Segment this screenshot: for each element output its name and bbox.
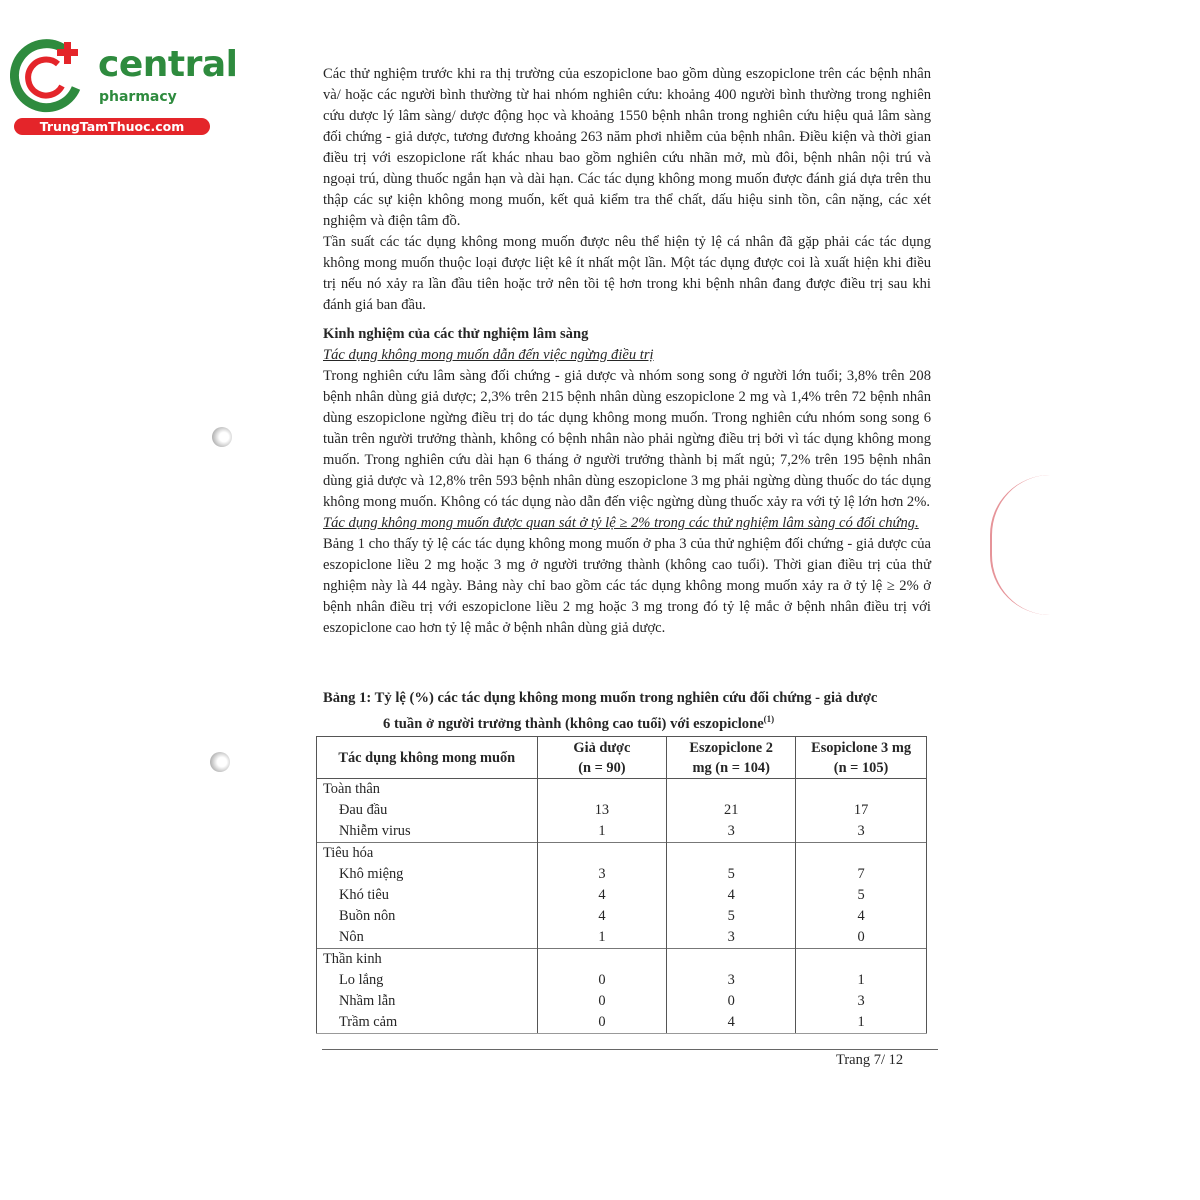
value-cell: 1 [537,927,667,949]
value-cell: 5 [667,906,796,927]
paragraph-2: Tần suất các tác dụng không mong muốn được nêu thể hiện tỷ lệ cá nhân đã gặp phải các tác dụng không mong muốn thuộc loại được liệt kê ít nhất một lần. Một tác dụng được coi là xuất hiện khi điều trị nếu nó xảy ra lần đầu tiên hoặc trở nên tồi tệ hơn trong khi bệnh nhân đang được điều trị sau khi đánh giá ban đầu. [323,234,931,313]
table-header-cell [796,737,927,779]
value-cell: 17 [796,800,927,821]
logo-brand: central [98,44,238,85]
value-cell: 1 [537,821,667,843]
effect-name: Khó tiêu [317,885,538,906]
header-text: (n = 90) [578,759,626,776]
table-caption [323,688,933,735]
table-row [317,906,927,927]
empty-cell [667,843,796,865]
value-cell: 4 [537,885,667,906]
adverse-effects-table [316,736,927,1034]
header-text: mg (n = 104) [692,759,770,776]
logo-sub: pharmacy [99,89,177,105]
table-group-row [317,843,927,865]
empty-cell [796,843,927,865]
empty-cell [537,843,667,865]
value-cell: 0 [796,927,927,949]
paragraph-3: Trong nghiên cứu lâm sàng đối chứng - giả dược và nhóm song song ở người lớn tuổi; 3,8% trên 208 bệnh nhân dùng giả dược; 2,3% trên 215 bệnh nhân dùng eszopiclone 2 mg và 1,4% trên 72 bệnh nhân dùng eszopiclone ngừng điều trị do tác dụng không mong muốn. Trong nghiên cứu nhóm song song 6 tuần trên người trưởng thành, không có bệnh nhân nào phải ngừng điều trị bởi vì tác dụng không mong muốn. Trong nghiên cứu dài hạn 6 tháng ở người trưởng thành bị mất ngủ; 7,2% trên 195 bệnh nhân dùng giả dược và 12,8% trên 593 bệnh nhân dùng eszopiclone 3 mg phải ngừng dùng thuốc do tác dụng không mong muốn. Không có tác dụng nào dẫn đến việc ngừng dùng thuốc xảy ra với tỷ lệ lớn hơn 2%. [323,368,931,510]
table-row [317,821,927,843]
value-cell: 7 [796,864,927,885]
group-name: Toàn thân [317,779,538,801]
effect-name: Nhiễm virus [317,821,538,843]
table-row [317,800,927,821]
value-cell: 13 [537,800,667,821]
value-cell: 3 [537,864,667,885]
caption-line-2-text: 6 tuần ở người trưởng thành (không cao tuổi) với eszopiclone [383,715,764,732]
group-name: Tiêu hóa [317,843,538,865]
effect-name: Nhầm lẫn [317,991,538,1012]
logo-site: TrungTamThuoc.com [14,118,210,135]
value-cell: 3 [796,821,927,843]
subheading-discontinuation: Tác dụng không mong muốn dẫn đến việc ngừng điều trị [323,347,654,363]
empty-cell [667,779,796,801]
subheading-observed: Tác dụng không mong muốn được quan sát ở tỷ lệ ≥ 2% trong các thử nghiệm lâm sàng có đối chứng. [323,515,919,531]
paragraph-4: Bảng 1 cho thấy tỷ lệ các tác dụng không mong muốn ở pha 3 của thử nghiệm đối chứng - giả dược của eszopiclone liều 2 mg hoặc 3 mg ở người trưởng thành (không cao tuổi). Thời gian điều trị của thử nghiệm này là 44 ngày. Bảng này chỉ bao gồm các tác dụng không mong muốn xảy ra ở tỷ lệ ≥ 2% ở bệnh nhân điều trị với eszopiclone liều 2 mg hoặc 3 mg trong đó tỷ lệ mắc ở bệnh nhân điều trị với eszopiclone cao hơn tỷ lệ mắc ở bệnh nhân dùng giả dược. [323,536,931,636]
stamp-mark [990,475,1052,615]
effect-name: Khô miệng [317,864,538,885]
table-row [317,970,927,991]
header-text: Tác dụng không mong muốn [338,749,516,766]
value-cell: 4 [667,885,796,906]
value-cell: 5 [796,885,927,906]
value-cell: 0 [667,991,796,1012]
caption-footnote-ref: (1) [763,714,775,724]
header-text: Giả dược [573,739,631,756]
group-name: Thần kinh [317,949,538,971]
effect-name: Buồn nôn [317,906,538,927]
header-text: (n = 105) [833,759,889,776]
value-cell: 0 [537,1012,667,1034]
punch-hole-icon [212,427,232,447]
value-cell: 21 [667,800,796,821]
table-header-cell [667,737,796,779]
table-row [317,1012,927,1034]
value-cell: 1 [796,1012,927,1034]
table-group-row [317,949,927,971]
table-row [317,885,927,906]
effect-name: Đau đầu [317,800,538,821]
empty-cell [796,949,927,971]
value-cell: 3 [667,821,796,843]
value-cell: 1 [796,970,927,991]
table-group-row [317,779,927,801]
table-row [317,991,927,1012]
central-pharmacy-logo [10,38,238,138]
page-number: Trang 7/ 12 [836,1052,904,1068]
empty-cell [537,949,667,971]
value-cell: 4 [537,906,667,927]
header-text: Esopiclone 3 mg [811,739,912,756]
paragraph-1: Các thử nghiệm trước khi ra thị trường của eszopiclone bao gồm dùng eszopiclone trên các bệnh nhân và/ hoặc các người bình thường từ hai nhóm nghiên cứu: khoảng 400 người bình thường trong nghiên cứu dược lý lâm sàng/ dược động học và khoảng 1550 bệnh nhân trong nghiên cứu hiệu quả lâm sàng đối chứng - giả dược, tương đương khoảng 263 năm phơi nhiễm của bệnh nhân. Điều kiện và thời gian điều trị với eszopiclone rất khác nhau bao gồm nghiên cứu nhãn mở, mù đôi, bệnh nhân nội trú và ngoại trú, dùng thuốc ngắn hạn và dài hạn. Các tác dụng không mong muốn được đánh giá dựa trên thu thập các sự kiện không mong muốn, kết quả kiểm tra thể chất, dấu hiệu sinh tồn, cân nặng, các xét nghiệm và điện tâm đồ. [323,66,931,229]
effect-name: Trầm cảm [317,1012,538,1034]
effect-name: Nôn [317,927,538,949]
empty-cell [667,949,796,971]
table-header-cell [317,737,538,779]
empty-cell [796,779,927,801]
caption-line-2 [323,709,933,735]
value-cell: 3 [667,927,796,949]
table-row [317,864,927,885]
caption-line-1: Bảng 1: Tỷ lệ (%) các tác dụng không mong muốn trong nghiên cứu đối chứng - giả dược [323,690,878,706]
footer-divider [322,1049,938,1050]
value-cell: 0 [537,991,667,1012]
value-cell: 3 [667,970,796,991]
punch-hole-icon [210,752,230,772]
effect-name: Lo lắng [317,970,538,991]
section-heading: Kinh nghiệm của các thử nghiệm lâm sàng [323,326,589,342]
table-header-cell [537,737,667,779]
empty-cell [537,779,667,801]
value-cell: 0 [537,970,667,991]
value-cell: 4 [667,1012,796,1034]
header-text: Eszopiclone 2 [689,739,773,756]
value-cell: 5 [667,864,796,885]
value-cell: 3 [796,991,927,1012]
document-body [323,64,931,639]
table-row [317,927,927,949]
logo-mark-icon [10,38,90,113]
value-cell: 4 [796,906,927,927]
